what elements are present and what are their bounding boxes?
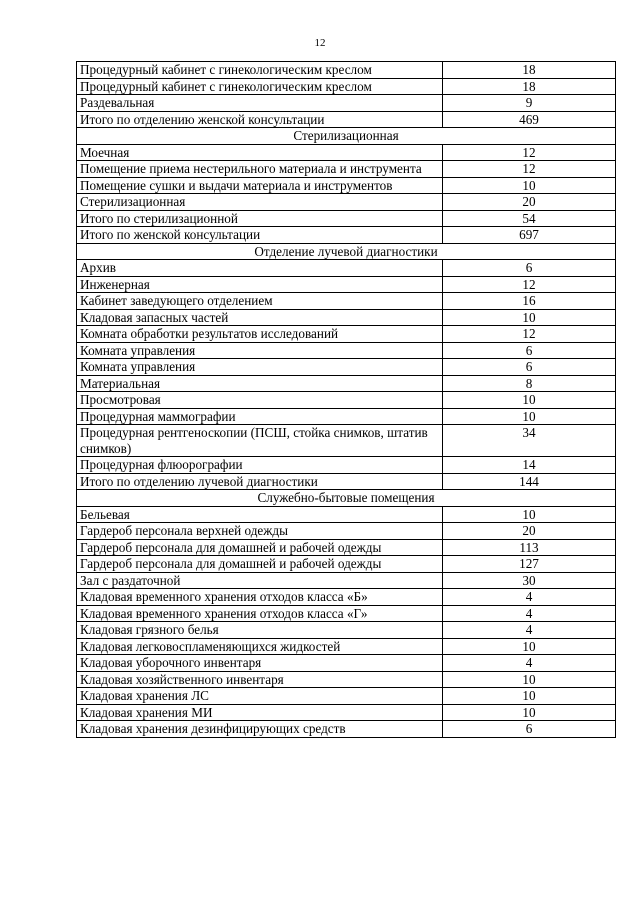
room-name: Помещение сушки и выдачи материала и инструментов [77,177,443,194]
table-row [77,392,616,409]
table-row [77,655,616,672]
table-row [77,95,616,112]
room-area: 10 [443,408,616,425]
room-name: Бельевая [77,506,443,523]
table-row [77,688,616,705]
room-area: 10 [443,506,616,523]
room-name: Кладовая хранения ЛС [77,688,443,705]
room-area: 469 [443,111,616,128]
table-row [77,457,616,474]
table-row [77,260,616,277]
room-name: Комната обработки результатов исследований [77,326,443,343]
section-header-row [77,490,616,507]
table-row [77,309,616,326]
room-area: 10 [443,671,616,688]
table-row [77,556,616,573]
table-row [77,572,616,589]
table-row [77,161,616,178]
room-area: 12 [443,326,616,343]
room-name: Комната управления [77,359,443,376]
section-title: Стерилизационная [77,128,616,145]
room-name: Кладовая хранения МИ [77,704,443,721]
room-area: 18 [443,78,616,95]
table-row [77,523,616,540]
table-row [77,506,616,523]
room-area: 20 [443,523,616,540]
table-row [77,589,616,606]
table-row [77,473,616,490]
room-area: 10 [443,638,616,655]
table-row [77,78,616,95]
room-name: Кладовая хозяйственного инвентаря [77,671,443,688]
table-row [77,359,616,376]
room-name: Кладовая запасных частей [77,309,443,326]
room-name: Комната управления [77,342,443,359]
table-row [77,276,616,293]
room-area: 20 [443,194,616,211]
table-row [77,605,616,622]
room-area: 4 [443,655,616,672]
room-area: 16 [443,293,616,310]
room-area: 127 [443,556,616,573]
room-area: 6 [443,359,616,376]
table-row [77,375,616,392]
table-row [77,111,616,128]
room-area: 9 [443,95,616,112]
room-area: 12 [443,276,616,293]
room-area: 697 [443,227,616,244]
table-row [77,638,616,655]
room-name: Процедурный кабинет с гинекологическим креслом [77,62,443,79]
section-header-row [77,243,616,260]
rooms-table [76,61,616,738]
room-area: 6 [443,721,616,738]
room-name: Процедурная флюорографии [77,457,443,474]
room-name: Зал с раздаточной [77,572,443,589]
section-title: Служебно-бытовые помещения [77,490,616,507]
room-name: Гардероб персонала верхней одежды [77,523,443,540]
room-name: Процедурная рентгеноскопии (ПСШ, стойка снимков, штатив снимков) [77,425,443,457]
room-area: 113 [443,539,616,556]
room-name: Архив [77,260,443,277]
room-name: Кладовая временного хранения отходов класса «Б» [77,589,443,606]
room-area: 10 [443,688,616,705]
room-name: Моечная [77,144,443,161]
table-row [77,721,616,738]
room-area: 10 [443,704,616,721]
room-area: 10 [443,177,616,194]
room-name: Кладовая грязного белья [77,622,443,639]
room-area: 34 [443,425,616,457]
room-area: 54 [443,210,616,227]
room-area: 30 [443,572,616,589]
room-name: Кладовая легковоспламеняющихся жидкостей [77,638,443,655]
room-area: 6 [443,260,616,277]
room-name: Кладовая уборочного инвентаря [77,655,443,672]
room-name: Процедурный кабинет с гинекологическим креслом [77,78,443,95]
room-area: 6 [443,342,616,359]
table-row [77,408,616,425]
table-row [77,326,616,343]
room-name: Процедурная маммографии [77,408,443,425]
table-row [77,210,616,227]
rooms-table-body [77,62,616,738]
room-area: 4 [443,622,616,639]
table-row [77,62,616,79]
table-row [77,622,616,639]
table-row [77,671,616,688]
room-name: Итого по отделению лучевой диагностики [77,473,443,490]
table-row [77,144,616,161]
room-name: Гардероб персонала для домашней и рабочей одежды [77,556,443,573]
room-area: 144 [443,473,616,490]
table-row [77,425,616,457]
room-area: 12 [443,144,616,161]
room-name: Раздевальная [77,95,443,112]
table-row [77,342,616,359]
table-row [77,704,616,721]
room-area: 4 [443,589,616,606]
table-row [77,177,616,194]
room-area: 18 [443,62,616,79]
room-name: Гардероб персонала для домашней и рабочей одежды [77,539,443,556]
room-name: Инженерная [77,276,443,293]
room-area: 12 [443,161,616,178]
section-header-row [77,128,616,145]
page-number: 12 [314,37,326,49]
table-row [77,539,616,556]
room-area: 14 [443,457,616,474]
room-name: Кладовая временного хранения отходов класса «Г» [77,605,443,622]
room-name: Итого по женской консультации [77,227,443,244]
section-title: Отделение лучевой диагностики [77,243,616,260]
room-name: Итого по стерилизационной [77,210,443,227]
room-name: Просмотровая [77,392,443,409]
room-name: Помещение приема нестерильного материала и инструмента [77,161,443,178]
room-name: Итого по отделению женской консультации [77,111,443,128]
room-area: 8 [443,375,616,392]
room-area: 10 [443,309,616,326]
room-name: Материальная [77,375,443,392]
room-name: Стерилизационная [77,194,443,211]
table-row [77,194,616,211]
room-name: Кладовая хранения дезинфицирующих средств [77,721,443,738]
table-row [77,293,616,310]
room-area: 10 [443,392,616,409]
room-area: 4 [443,605,616,622]
room-name: Кабинет заведующего отделением [77,293,443,310]
table-row [77,227,616,244]
